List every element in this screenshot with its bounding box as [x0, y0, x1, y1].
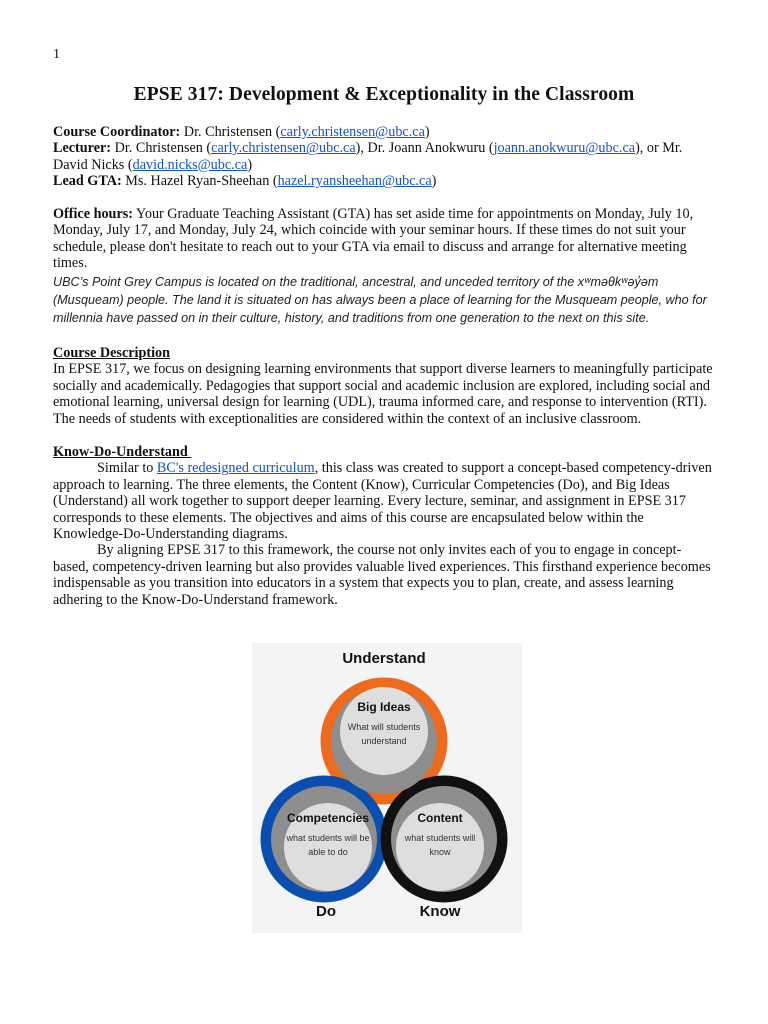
coordinator-name: Dr. Christensen (: [180, 124, 281, 140]
kdu-paragraph-1: [53, 460, 713, 542]
competencies-line-1: what students will be: [286, 833, 370, 843]
know-label: Know: [419, 903, 461, 920]
do-label: Do: [316, 903, 336, 920]
lecturer-name: ), or Mr. David Nicks (: [53, 140, 683, 173]
competencies-line-2: able to do: [308, 847, 348, 857]
gta-line: [53, 173, 713, 189]
lecturer-line: [53, 140, 713, 173]
kdu-paragraph-2: By aligning EPSE 317 to this framework, the course not only invites each of you to engage in concept-based, competency-driven learning but also provides valuable lived experiences. This firsthand experience becomes indispensable as you transition into educators in a system that expects you to plan, create, and assess learning adhering to the Know-Do-Understand framework.: [53, 542, 711, 608]
land-acknowledgement: UBC’s Point Grey Campus is located on the traditional, ancestral, and unceded territory of the xʷməθkʷəy̓əm (Musqueam) people. The land it is situated on has always been a place of learning for the Musqueam people, who for millennia have passed on in their culture, history, and traditions from one generation to the next on this site.: [53, 275, 707, 325]
content-line-1: what students will: [404, 833, 476, 843]
coordinator-email-link[interactable]: carly.christensen@ubc.ca: [280, 124, 425, 140]
paren-close: ): [247, 156, 253, 173]
lecturer-label: Lecturer:: [53, 140, 112, 157]
course-description: [53, 345, 713, 427]
kdu-text: , this class was created to support a concept-based competency-driven approach to learning. The three elements, the Content (Know), Curricular Competencies (Do), and Big Ideas (Understand) all work together to support deeper learning. Every lecture, seminar, and assignment in EPSE 317 corresponds to these elements. The objectives and aims of this course are encapsulated below within the Knowledge-Do-Understanding diagrams.: [53, 460, 712, 543]
paren-close: ): [424, 124, 430, 140]
office-hours-label: Office hours:: [53, 206, 133, 222]
competencies-title: Competencies: [286, 811, 370, 825]
page-number: 1: [53, 47, 60, 62]
office-hours-text: Your Graduate Teaching Assistant (GTA) has set aside time for appointments on Monday, July 10, Monday, July 17, and Monday, July 24, which coincide with your seminar hours. If these times do not suit your schedule, please don't hesitate to reach out to your GTA via email to discuss and arrange for alternative meeting times.: [53, 206, 694, 272]
course-description-heading: Course Description: [53, 345, 171, 361]
lecturer-email-link-3[interactable]: david.nicks@ubc.ca: [132, 156, 248, 173]
office-hours: [53, 206, 713, 272]
lecturer-name: Dr. Christensen (: [111, 140, 212, 157]
gta-email-link[interactable]: hazel.ryansheehan@ubc.ca: [277, 173, 432, 190]
kdu-text: Similar to: [97, 460, 157, 477]
paren-close: ): [431, 173, 437, 190]
big-ideas-title: Big Ideas: [357, 700, 411, 714]
lecturer-email-link-1[interactable]: carly.christensen@ubc.ca: [211, 140, 356, 157]
gta-label: Lead GTA:: [53, 173, 122, 190]
coordinator-line: [53, 124, 713, 140]
know-do-understand-diagram: [252, 643, 522, 933]
know-do-understand: [53, 444, 713, 608]
big-ideas-line-2: understand: [361, 736, 407, 746]
lecturer-name: ), Dr. Joann Anokwuru (: [355, 140, 494, 157]
lecturer-email-link-2[interactable]: joann.anokwuru@ubc.ca: [493, 140, 636, 157]
understand-label: Understand: [342, 650, 426, 667]
coordinator-label: Course Coordinator:: [53, 124, 181, 140]
kdu-heading: Know-Do-Understand: [53, 444, 192, 460]
contacts-block: [53, 124, 713, 190]
gta-name: Ms. Hazel Ryan-Sheehan (: [121, 173, 278, 190]
content-line-2: know: [429, 847, 451, 857]
course-description-text: In EPSE 317, we focus on designing learning environments that support diverse learners to meaningfully participate socially and academically. Pedagogies that support social and academic inclusion are explored, including social and emotional learning, universal design for learning (UDL), trauma informed care, and response to intervention (RTI). The needs of students with exceptionalities are considered within the context of an inclusive classroom.: [53, 361, 713, 427]
bc-curriculum-link[interactable]: BC's redesigned curriculum: [156, 460, 315, 477]
content-title: Content: [417, 811, 463, 825]
document-title: EPSE 317: Development & Exceptionality in the Classroom: [133, 84, 635, 105]
big-ideas-line-1: What will students: [347, 722, 421, 732]
